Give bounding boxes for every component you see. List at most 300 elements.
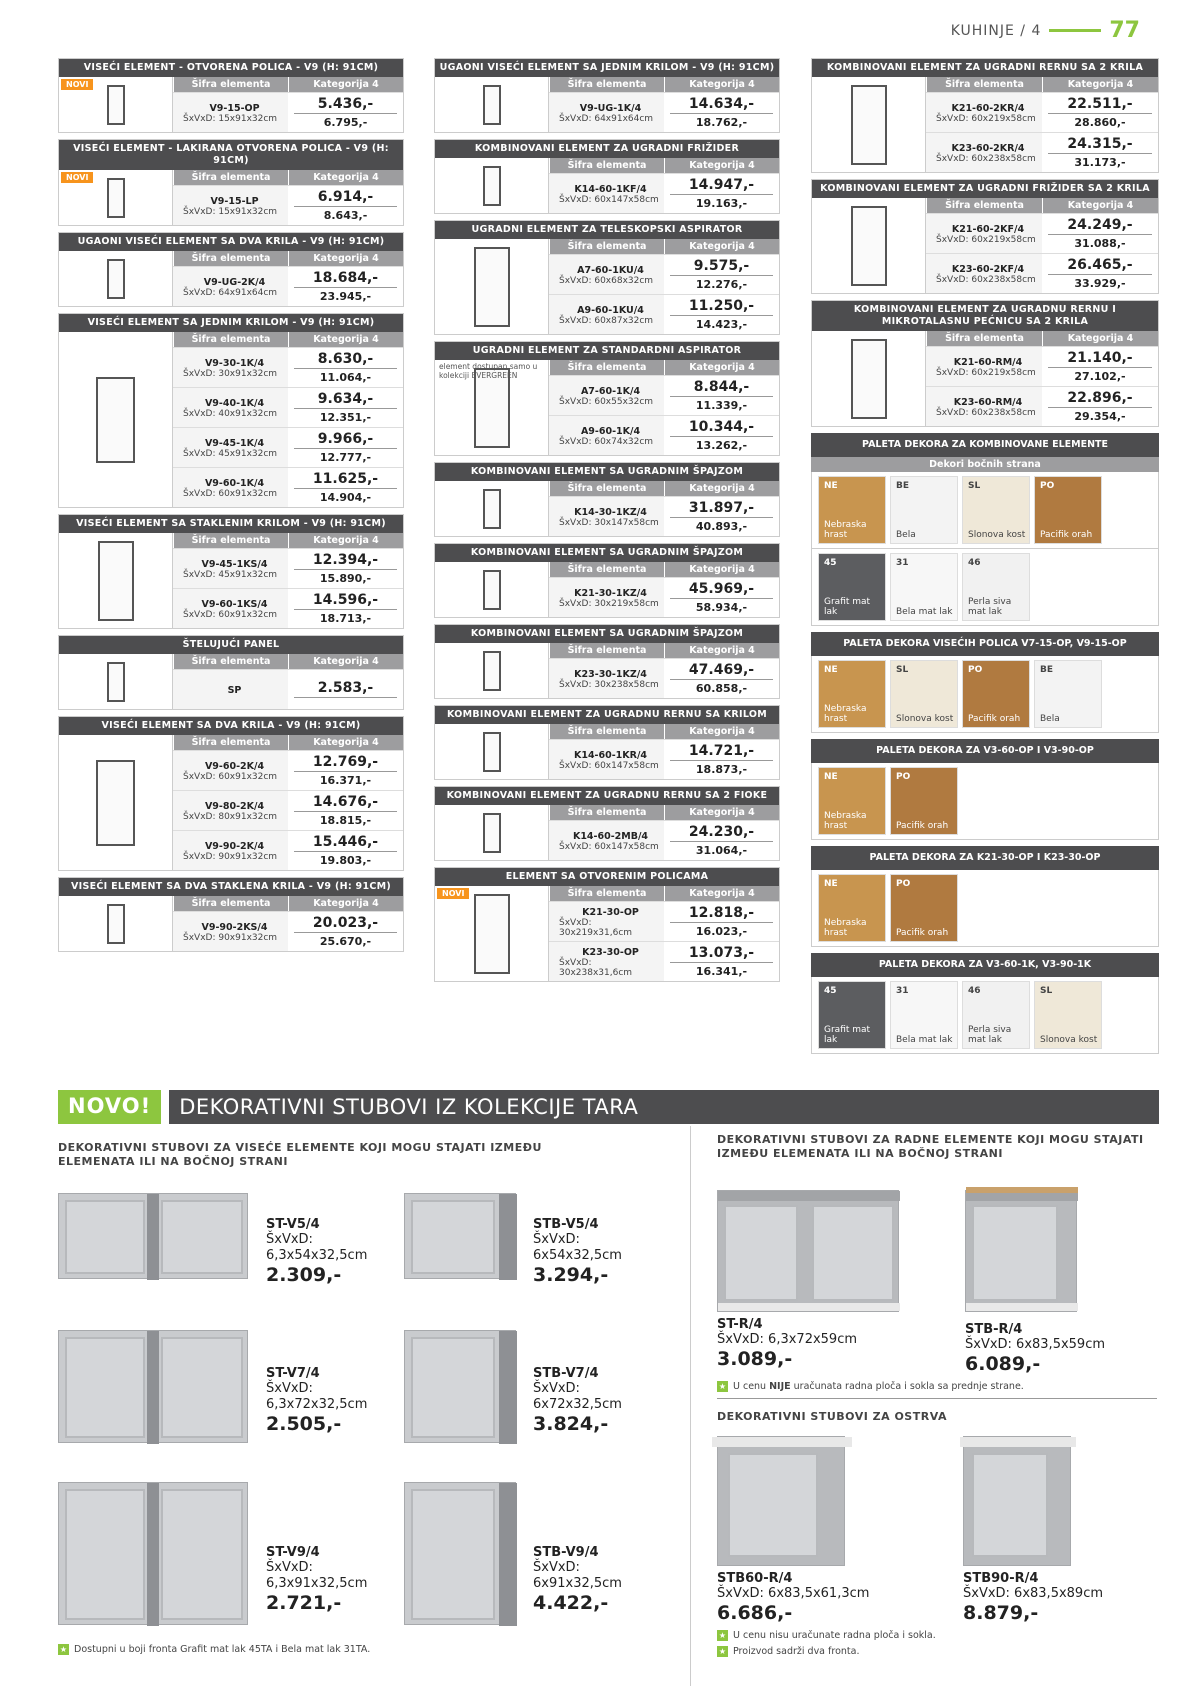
palette-title: PALETA DEKORA ZA V3-60-OP I V3-90-OP	[811, 739, 1159, 763]
swatch-code: 45	[824, 986, 837, 996]
block-title: UGAONI VISEĆI ELEMENT SA JEDNIM KRILOM - V9 (H: 91CM)	[435, 59, 779, 77]
cabinet-drawing	[483, 489, 501, 529]
product-image	[435, 805, 549, 860]
decor-swatch	[1034, 476, 1102, 544]
swatch-name: Grafit mat lak	[824, 597, 871, 617]
col-header-code: Šifra elementa	[549, 360, 664, 375]
product-row	[173, 467, 403, 507]
product-dims: ŠxVxD: 60x238x58cm	[936, 275, 1036, 285]
col-header-code: Šifra elementa	[549, 158, 664, 173]
price-old: 16.023,-	[695, 925, 748, 938]
price-current: 9.575,-	[670, 258, 773, 276]
vertical-divider	[690, 1126, 691, 1686]
price-current: 21.140,-	[1048, 350, 1152, 368]
product-code: K23-60-2KR/4	[951, 143, 1025, 154]
price-current: 12.818,-	[670, 905, 773, 923]
product-row	[173, 669, 403, 709]
product-block	[434, 786, 780, 861]
cabinet-drawing	[96, 377, 135, 463]
product-block	[434, 139, 780, 214]
decor-swatch	[962, 981, 1030, 1049]
price-old: 28.860,-	[1074, 116, 1126, 129]
price-current: 22.896,-	[1048, 390, 1152, 408]
cabinet-drawing	[107, 662, 125, 702]
product-image	[435, 562, 549, 617]
price-current: 45.969,-	[670, 581, 773, 599]
price-old: 8.643,-	[323, 209, 368, 222]
col-header-code: Šifra elementa	[926, 331, 1042, 346]
cabinet-image	[404, 1193, 516, 1279]
product-dims: ŠxVxD: 60x87x32cm	[559, 316, 654, 326]
decor-swatch	[890, 476, 958, 544]
cabinet-drawing	[107, 85, 125, 125]
product-row	[926, 213, 1158, 253]
product-block	[58, 58, 404, 133]
price-old: 6.795,-	[323, 116, 368, 129]
col-header-code: Šifra elementa	[173, 170, 288, 185]
product-code: K14-60-2MB/4	[572, 831, 649, 842]
block-title: UGRADNI ELEMENT ZA STANDARDNI ASPIRATOR	[435, 342, 779, 360]
swatch-code: 46	[968, 558, 981, 568]
product-image	[59, 735, 173, 870]
product-image	[59, 77, 173, 132]
col-header-category: Kategorija 4	[288, 896, 403, 911]
product-dims: ŠxVxD: 60x147x58cm	[559, 195, 659, 205]
col-header-category: Kategorija 4	[288, 251, 403, 266]
product-block	[811, 300, 1159, 427]
cabinet-image	[58, 1193, 248, 1279]
product-dims: ŠxVxD: 60x238x58cm	[936, 408, 1036, 418]
col-header-code: Šifra elementa	[549, 239, 664, 254]
decor-swatch	[890, 767, 958, 835]
col-header-category: Kategorija 4	[288, 77, 403, 92]
price-current: 15.446,-	[294, 834, 397, 852]
price-old: 11.339,-	[695, 399, 748, 412]
product-code: V9-60-2K/4	[204, 761, 265, 772]
block-title: VISEĆI ELEMENT SA DVA KRILA - V9 (H: 91CM)	[59, 717, 403, 735]
product-code: A9-60-1KU/4	[577, 305, 644, 316]
swatch-name: Bela	[896, 530, 916, 540]
swatch-code: SL	[968, 481, 981, 491]
price-current: 20.023,-	[294, 915, 397, 933]
product-block	[434, 341, 780, 456]
product-row	[173, 427, 403, 467]
block-title: ŠTELUJUĆI PANEL	[59, 636, 403, 654]
product-stb60-r: STB60-R/4 ŠxVxD: 6x83,5x61,3cm 6.686,-	[717, 1571, 870, 1624]
product-row	[173, 790, 403, 830]
price-old: 13.262,-	[695, 439, 748, 452]
product-code: K23-60-RM/4	[953, 397, 1023, 408]
price-old: 27.102,-	[1074, 370, 1126, 383]
product-row	[549, 658, 779, 698]
block-title: KOMBINOVANI ELEMENT SA UGRADNIM ŠPAJZOM	[435, 625, 779, 643]
product-st-v9: ST-V9/4 ŠxVxD: 6,3x91x32,5cm 2.721,-	[266, 1545, 368, 1614]
swatch-code: PO	[968, 665, 983, 675]
price-old: 29.354,-	[1074, 410, 1126, 423]
product-row	[549, 173, 779, 213]
swatch-name: Bela	[1040, 714, 1060, 724]
block-title: VISEĆI ELEMENT SA STAKLENIM KRILOM - V9 (H: 91CM)	[59, 515, 403, 533]
product-code: K23-30-1KZ/4	[574, 669, 647, 680]
price-old: 12.777,-	[319, 451, 372, 464]
product-block	[58, 635, 404, 710]
price-current: 31.897,-	[670, 500, 773, 518]
product-block	[434, 462, 780, 537]
price-old: 18.713,-	[319, 612, 372, 625]
product-code: V9-UG-2K/4	[203, 277, 266, 288]
tara-banner	[58, 1090, 1159, 1124]
product-block	[58, 232, 404, 307]
col-header-category: Kategorija 4	[288, 533, 403, 548]
column-left	[58, 58, 404, 958]
product-dims: ŠxVxD: 64x91x64cm	[559, 114, 654, 124]
decor-palette	[811, 953, 1159, 1054]
section-label: KUHINJE / 4	[950, 22, 1042, 39]
footnote-radni: ★ U cenu NIJE uračunata radna ploča i sokla sa prednje strane.	[718, 1381, 1024, 1392]
price-current: 10.344,-	[670, 419, 773, 437]
price-current: 9.634,-	[294, 391, 397, 409]
col-header-category: Kategorija 4	[288, 654, 403, 669]
product-dims: ŠxVxD: 90x91x32cm	[183, 933, 278, 943]
product-row	[549, 375, 779, 415]
col-header-category: Kategorija 4	[1042, 198, 1158, 213]
swatch-name: Slonova kost	[896, 714, 954, 724]
product-row	[926, 386, 1158, 426]
product-code: A9-60-1K/4	[580, 426, 641, 437]
swatch-code: 31	[896, 558, 909, 568]
decor-swatch	[890, 553, 958, 621]
swatch-name: Nebraska hrast	[824, 918, 867, 938]
product-row	[173, 911, 403, 951]
cabinet-image	[58, 1330, 248, 1443]
swatch-name: Nebraska hrast	[824, 520, 867, 540]
product-code: K21-60-2KR/4	[951, 103, 1025, 114]
cabinet-image	[965, 1190, 1077, 1312]
product-row	[926, 92, 1158, 132]
product-code: V9-80-2K/4	[204, 801, 265, 812]
product-dims: ŠxVxD: 45x91x32cm	[183, 570, 278, 580]
swatch-name: Perla siva mat lak	[968, 1025, 1012, 1045]
col-header-category: Kategorija 4	[288, 332, 403, 347]
col-header-code: Šifra elementa	[173, 654, 288, 669]
product-row	[549, 901, 779, 941]
swatch-code: BE	[1040, 665, 1054, 675]
swatch-name: Perla siva mat lak	[968, 597, 1012, 617]
product-dims: ŠxVxD: 60x55x32cm	[559, 397, 654, 407]
block-title: KOMBINOVANI ELEMENT ZA UGRADNU RERNU SA 2 FIOKE	[435, 787, 779, 805]
col-header-code: Šifra elementa	[549, 724, 664, 739]
product-row	[549, 415, 779, 455]
decor-palette	[811, 632, 1159, 733]
product-block	[811, 58, 1159, 173]
decor-swatch	[962, 660, 1030, 728]
price-current: 47.469,-	[670, 662, 773, 680]
swatch-code: 46	[968, 986, 981, 996]
col-header-category: Kategorija 4	[664, 724, 779, 739]
col-header-code: Šifra elementa	[173, 332, 288, 347]
product-block	[434, 220, 780, 335]
cabinet-drawing	[96, 760, 135, 846]
price-old: 11.064,-	[319, 371, 372, 384]
swatch-name: Slonova kost	[1040, 1035, 1098, 1045]
cabinet-image	[58, 1482, 248, 1625]
product-row	[173, 750, 403, 790]
product-block	[58, 139, 404, 226]
price-old: 31.088,-	[1074, 237, 1126, 250]
swatch-code: 31	[896, 986, 909, 996]
cabinet-drawing	[98, 541, 134, 621]
swatch-name: Nebraska hrast	[824, 811, 867, 831]
col-header-code: Šifra elementa	[549, 886, 664, 901]
price-current: 6.914,-	[294, 189, 397, 207]
product-image	[435, 360, 549, 455]
star-icon: ★	[718, 1382, 727, 1391]
product-dims: ŠxVxD: 60x147x58cm	[559, 761, 659, 771]
cabinet-drawing	[851, 206, 887, 286]
product-image	[435, 643, 549, 698]
block-title: VISEĆI ELEMENT - OTVORENA POLICA - V9 (H: 91CM)	[59, 59, 403, 77]
product-row	[173, 548, 403, 588]
col-header-code: Šifra elementa	[173, 533, 288, 548]
swatch-name: Bela mat lak	[896, 1035, 953, 1045]
decor-swatch	[818, 553, 886, 621]
price-current: 14.596,-	[294, 592, 397, 610]
cabinet-drawing	[474, 894, 510, 974]
product-image	[435, 724, 549, 779]
product-code: V9-60-1KS/4	[201, 599, 268, 610]
product-image	[59, 654, 173, 709]
cabinet-drawing	[851, 85, 887, 165]
product-dims: ŠxVxD: 40x91x32cm	[183, 409, 278, 419]
product-block	[434, 705, 780, 780]
price-old	[294, 698, 397, 700]
product-stb-r: STB-R/4 ŠxVxD: 6x83,5x59cm 6.089,-	[965, 1322, 1106, 1375]
product-image	[59, 332, 173, 507]
product-code: K21-30-1KZ/4	[574, 588, 647, 599]
product-row	[173, 387, 403, 427]
product-dims: ŠxVxD: 60x74x32cm	[559, 437, 654, 447]
product-row	[173, 92, 403, 132]
product-block	[58, 313, 404, 508]
product-image	[812, 198, 926, 293]
product-dims: ŠxVxD: 30x238x31,6cm	[559, 958, 633, 978]
cabinet-drawing	[483, 85, 501, 125]
price-old: 19.163,-	[695, 197, 748, 210]
product-code: V9-90-2KS/4	[201, 922, 268, 933]
product-st-v7: ST-V7/4 ŠxVxD: 6,3x72x32,5cm 2.505,-	[266, 1366, 368, 1435]
swatch-name: Grafit mat lak	[824, 1025, 871, 1045]
col-header-code: Šifra elementa	[549, 481, 664, 496]
swatch-name: Pacifik orah	[968, 714, 1021, 724]
swatch-name: Pacifik orah	[1040, 530, 1093, 540]
cabinet-drawing	[107, 178, 125, 218]
island-columns-title: DEKORATIVNI STUBOVI ZA OSTRVA	[717, 1410, 947, 1423]
price-current: 12.769,-	[294, 754, 397, 772]
swatch-name: Slonova kost	[968, 530, 1026, 540]
col-header-category: Kategorija 4	[288, 170, 403, 185]
product-st-v5: ST-V5/4 ŠxVxD: 6,3x54x32,5cm 2.309,-	[266, 1217, 368, 1286]
product-code: K14-60-1KR/4	[573, 750, 648, 761]
block-title: KOMBINOVANI ELEMENT ZA UGRADNU RERNU I MIKROTALASNU PEĆNICU SA 2 KRILA	[812, 301, 1158, 331]
price-old: 31.064,-	[695, 844, 748, 857]
cabinet-drawing	[483, 651, 501, 691]
col-header-category: Kategorija 4	[1042, 331, 1158, 346]
price-old: 18.873,-	[695, 763, 748, 776]
decor-swatch	[818, 874, 886, 942]
product-dims: ŠxVxD: 60x147x58cm	[559, 842, 659, 852]
product-dims: ŠxVxD: 60x219x58cm	[936, 235, 1036, 245]
product-code: V9-90-2K/4	[204, 841, 265, 852]
swatch-name: Bela mat lak	[896, 607, 953, 617]
product-block	[58, 514, 404, 629]
product-dims: ŠxVxD: 80x91x32cm	[183, 812, 278, 822]
col-header-category: Kategorija 4	[1042, 77, 1158, 92]
cabinet-drawing	[107, 259, 125, 299]
novo-badge: NOVO!	[58, 1090, 161, 1124]
price-old: 23.945,-	[319, 290, 372, 303]
header-divider	[1049, 29, 1101, 32]
price-old: 58.934,-	[695, 601, 748, 614]
product-row	[926, 132, 1158, 172]
col-header-category: Kategorija 4	[664, 239, 779, 254]
col-header-category: Kategorija 4	[664, 886, 779, 901]
price-old: 16.341,-	[695, 965, 748, 978]
decor-swatch	[962, 553, 1030, 621]
product-image	[59, 251, 173, 306]
col-header-category: Kategorija 4	[664, 643, 779, 658]
product-code: SP	[227, 685, 242, 696]
product-row	[173, 347, 403, 387]
swatch-code: PO	[896, 879, 911, 889]
product-dims: ŠxVxD: 45x91x32cm	[183, 449, 278, 459]
product-code: K14-30-1KZ/4	[574, 507, 647, 518]
price-current: 8.844,-	[670, 379, 773, 397]
block-title: UGAONI VISEĆI ELEMENT SA DVA KRILA - V9 (H: 91CM)	[59, 233, 403, 251]
product-row	[549, 820, 779, 860]
decor-swatch	[1034, 660, 1102, 728]
col-header-category: Kategorija 4	[664, 481, 779, 496]
price-old: 12.276,-	[695, 278, 748, 291]
decor-swatch	[890, 660, 958, 728]
footnote-ostrvo-1: ★ U cenu nisu uračunate radna ploča i sokla.	[718, 1630, 936, 1641]
product-row	[173, 588, 403, 628]
column-right	[811, 58, 1159, 1060]
cabinet-image	[963, 1436, 1071, 1566]
cabinet-image	[404, 1330, 516, 1443]
price-old: 18.762,-	[695, 116, 748, 129]
product-image	[59, 170, 173, 225]
cabinet-drawing	[107, 904, 125, 944]
product-block	[811, 179, 1159, 294]
product-code: K21-30-OP	[582, 907, 639, 918]
block-title: KOMBINOVANI ELEMENT ZA UGRADNI FRIŽIDER	[435, 140, 779, 158]
novi-badge: NOVI	[437, 888, 469, 899]
product-dims: ŠxVxD: 60x91x32cm	[183, 610, 278, 620]
star-icon: ★	[59, 1645, 68, 1654]
col-header-category: Kategorija 4	[664, 562, 779, 577]
footnote-ostrvo-2: ★ Proizvod sadrži dva fronta.	[718, 1646, 860, 1657]
product-row	[173, 266, 403, 306]
product-code: V9-UG-1K/4	[579, 103, 642, 114]
price-old: 14.423,-	[695, 318, 748, 331]
star-icon: ★	[718, 1631, 727, 1640]
product-code: V9-40-1K/4	[204, 398, 265, 409]
col-header-category: Kategorija 4	[664, 77, 779, 92]
product-image	[435, 77, 549, 132]
product-dims: ŠxVxD: 15x91x32cm	[183, 114, 278, 124]
palette-title: PALETA DEKORA VISEĆIH POLICA V7-15-OP, V9-15-OP	[811, 632, 1159, 656]
price-current: 18.684,-	[294, 270, 397, 288]
product-row	[549, 92, 779, 132]
product-block	[58, 716, 404, 871]
product-dims: ŠxVxD: 30x219x58cm	[559, 599, 659, 609]
decor-swatch	[818, 476, 886, 544]
star-icon: ★	[718, 1647, 727, 1656]
product-block	[58, 877, 404, 952]
price-current: 13.073,-	[670, 945, 773, 963]
page-header	[951, 18, 1140, 43]
price-current: 8.630,-	[294, 351, 397, 369]
block-title: ELEMENT SA OTVORENIM POLICAMA	[435, 868, 779, 886]
product-row	[173, 830, 403, 870]
decor-swatch	[818, 767, 886, 835]
banner-title: DEKORATIVNI STUBOVI IZ KOLEKCIJE TARA	[169, 1090, 1159, 1124]
product-stb90-r: STB90-R/4 ŠxVxD: 6x83,5x89cm 8.879,-	[963, 1571, 1104, 1624]
swatch-code: PO	[1040, 481, 1055, 491]
decor-swatch	[962, 476, 1030, 544]
block-title: VISEĆI ELEMENT - LAKIRANA OTVORENA POLICA - V9 (H: 91CM)	[59, 140, 403, 170]
price-old: 14.904,-	[319, 491, 372, 504]
product-code: K14-60-1KF/4	[574, 184, 647, 195]
product-dims: ŠxVxD: 64x91x64cm	[183, 288, 278, 298]
price-old: 19.803,-	[319, 854, 372, 867]
product-dims: ŠxVxD: 90x91x32cm	[183, 852, 278, 862]
price-old: 15.890,-	[319, 572, 372, 585]
block-title: VISEĆI ELEMENT SA JEDNIM KRILOM - V9 (H: 91CM)	[59, 314, 403, 332]
block-title: KOMBINOVANI ELEMENT SA UGRADNIM ŠPAJZOM	[435, 544, 779, 562]
col-header-code: Šifra elementa	[549, 77, 664, 92]
cabinet-image	[717, 1190, 899, 1312]
swatch-code: NE	[824, 772, 838, 782]
price-current: 14.947,-	[670, 177, 773, 195]
product-st-r: ST-R/4 ŠxVxD: 6,3x72x59cm 3.089,-	[717, 1317, 858, 1370]
col-header-code: Šifra elementa	[173, 735, 288, 750]
product-block	[434, 58, 780, 133]
col-header-category: Kategorija 4	[664, 158, 779, 173]
block-title: KOMBINOVANI ELEMENT SA UGRADNIM ŠPAJZOM	[435, 463, 779, 481]
block-title: KOMBINOVANI ELEMENT ZA UGRADNI FRIŽIDER SA 2 KRILA	[812, 180, 1158, 198]
footnote-left: ★ Dostupni u boji fronta Grafit mat lak 45TA i Bela mat lak 31TA.	[59, 1644, 371, 1655]
col-header-code: Šifra elementa	[173, 77, 288, 92]
product-row	[549, 577, 779, 617]
col-header-category: Kategorija 4	[664, 360, 779, 375]
price-current: 26.465,-	[1048, 257, 1152, 275]
product-dims: ŠxVxD: 60x219x58cm	[936, 368, 1036, 378]
product-stb-v7: STB-V7/4 ŠxVxD: 6x72x32,5cm 3.824,-	[533, 1366, 622, 1435]
col-header-code: Šifra elementa	[173, 896, 288, 911]
product-row	[549, 254, 779, 294]
product-image	[812, 77, 926, 172]
price-current: 11.250,-	[670, 298, 773, 316]
product-dims: ŠxVxD: 60x219x58cm	[936, 114, 1036, 124]
product-dims: ŠxVxD: 30x238x58cm	[559, 680, 659, 690]
product-dims: ŠxVxD: 60x68x32cm	[559, 276, 654, 286]
product-image	[59, 533, 173, 628]
product-image	[435, 886, 549, 981]
price-old: 60.858,-	[695, 682, 748, 695]
swatch-code: 45	[824, 558, 837, 568]
price-current: 24.315,-	[1048, 136, 1152, 154]
